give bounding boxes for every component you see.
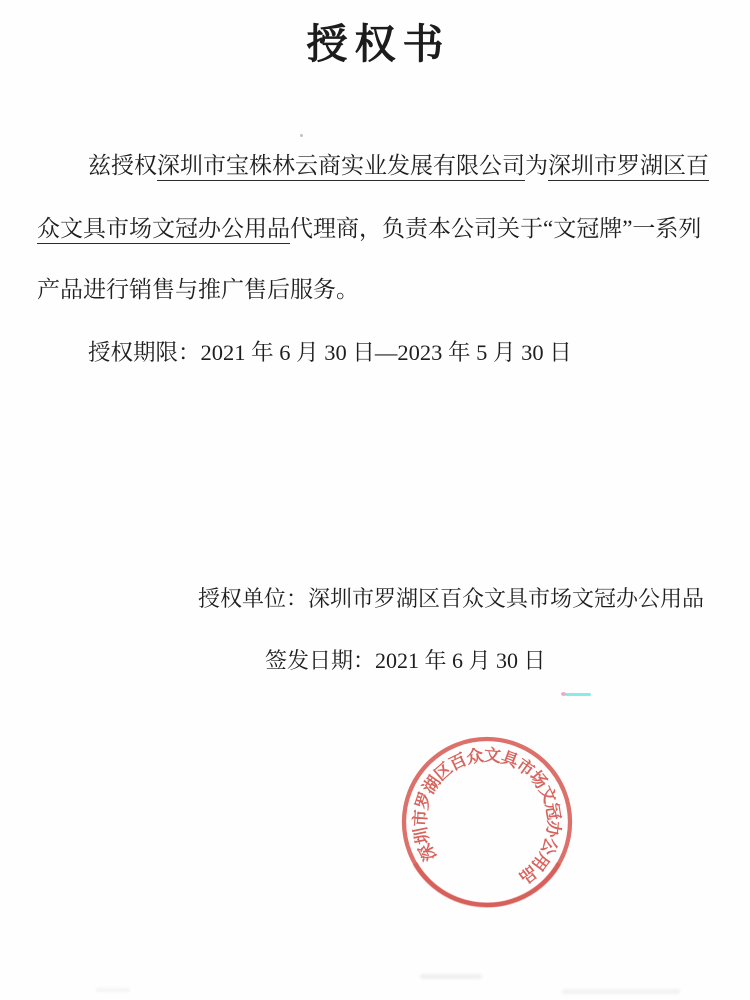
paragraph-line-1 bbox=[88, 153, 709, 179]
scan-artifact-pink-dot bbox=[561, 692, 566, 696]
paragraph-line-3: 产品进行销售与推广售后服务。 bbox=[37, 277, 359, 302]
stamp-ring-text: 深圳市罗湖区百众文具市场文冠办公用品 bbox=[410, 745, 564, 887]
scan-artifact-smudge bbox=[562, 989, 680, 994]
scan-artifact-smudge bbox=[420, 974, 482, 979]
paragraph-prefix: 兹授权 bbox=[88, 153, 157, 178]
grantee-company-underlined: 深圳市宝株林云商实业发展有限公司 bbox=[157, 153, 525, 181]
company-stamp bbox=[367, 702, 607, 942]
scan-artifact-smudge bbox=[96, 988, 130, 992]
issue-date-line: 签发日期：2021 年 6 月 30 日 bbox=[265, 648, 546, 673]
grantor-company-underlined-part1: 深圳市罗湖区百 bbox=[548, 153, 709, 181]
grantor-company-underlined-part2: 众文具市场文冠办公用品 bbox=[37, 216, 290, 244]
authorization-term-line: 授权期限：2021 年 6 月 30 日—2023 年 5 月 30 日 bbox=[88, 340, 572, 365]
scan-artifact-dot bbox=[300, 134, 303, 137]
authorizing-unit-line: 授权单位：深圳市罗湖区百众文具市场文冠办公用品 bbox=[198, 586, 705, 611]
paragraph-line2-rest: 代理商，负责本公司关于“文冠牌”一系列 bbox=[290, 216, 702, 241]
paragraph-line-2 bbox=[37, 216, 701, 242]
scan-artifact-cyan-line bbox=[565, 693, 591, 696]
paragraph-connector: 为 bbox=[525, 153, 548, 178]
stamp-graphic bbox=[404, 739, 570, 905]
document-title: 授权书 bbox=[306, 21, 451, 67]
